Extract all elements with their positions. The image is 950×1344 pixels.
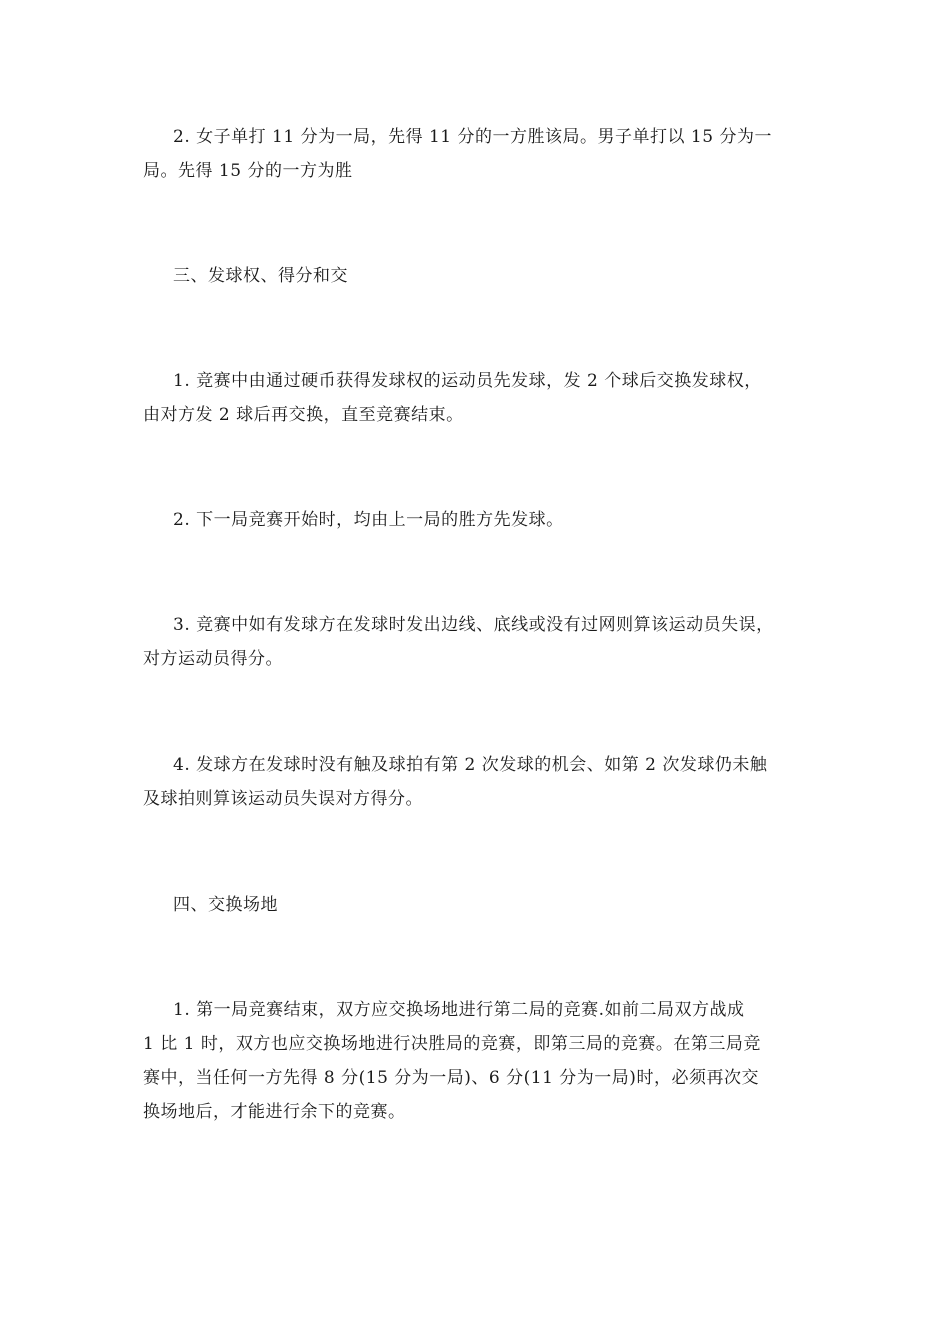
paragraph-line: 局。先得 15 分的一方为胜 (143, 161, 353, 181)
heading-text: 四、交换场地 (173, 895, 278, 915)
paragraph-coin-toss-serve (143, 364, 823, 432)
paragraph-line: 4. 发球方在发球时没有触及球拍有第 2 次发球的机会、如第 2 次发球仍未触 (173, 755, 768, 775)
paragraph-line: 2. 女子单打 11 分为一局，先得 11 分的一方胜该局。男子单打以 15 分为一 (173, 127, 772, 147)
paragraph-serve-fault (143, 608, 823, 676)
paragraph-line: 3. 竞赛中如有发球方在发球时发出边线、底线或没有过网则算该运动员失误， (173, 615, 774, 635)
paragraph-women-men-singles (143, 120, 823, 188)
paragraph-line: 2. 下一局竞赛开始时，均由上一局的胜方先发球。 (173, 510, 564, 530)
paragraph-change-ends (143, 993, 823, 1129)
paragraph-line: 赛中，当任何一方先得 8 分(15 分为一局)、6 分(11 分为一局)时，必须再次交 (143, 1068, 759, 1088)
paragraph-line: 1. 竞赛中由通过硬币获得发球权的运动员先发球，发 2 个球后交换发球权， (173, 371, 762, 391)
paragraph-line: 换场地后，才能进行余下的竞赛。 (143, 1102, 406, 1122)
paragraph-line: 1 比 1 时，双方也应交换场地进行决胜局的竞赛，即第三局的竞赛。在第三局竞 (143, 1034, 761, 1054)
paragraph-line: 对方运动员得分。 (143, 649, 283, 669)
section-heading-serve (143, 259, 823, 293)
paragraph-line: 1. 第一局竞赛结束，双方应交换场地进行第二局的竞赛.如前二局双方战成 (173, 1000, 745, 1020)
section-heading-change-ends (143, 888, 823, 922)
paragraph-line: 及球拍则算该运动员失误对方得分。 (143, 789, 423, 809)
paragraph-second-serve (143, 748, 823, 816)
paragraph-line: 由对方发 2 球后再交换，直至竞赛结束。 (143, 405, 464, 425)
heading-text: 三、发球权、得分和交 (173, 266, 348, 286)
paragraph-next-game-serve (143, 503, 823, 537)
